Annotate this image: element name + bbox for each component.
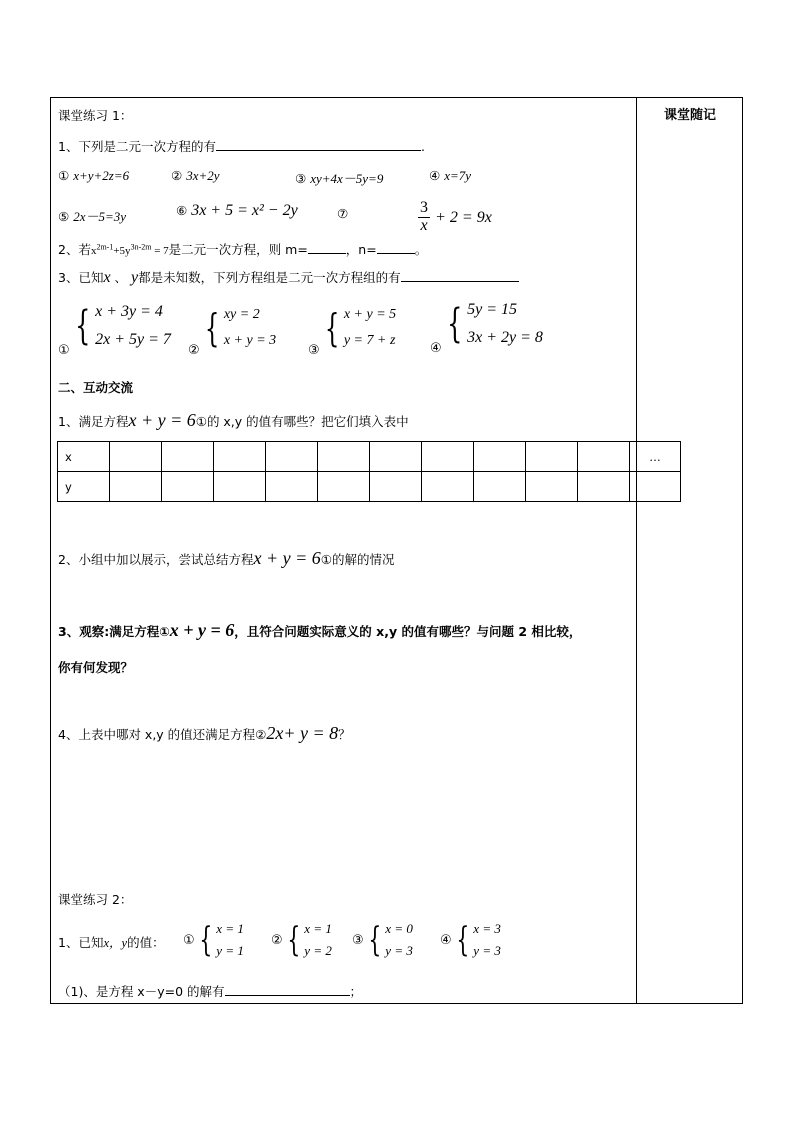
- q1-option-4: ④ x=7y: [429, 168, 472, 183]
- solution-table: [57, 441, 681, 502]
- table-cell[interactable]: [110, 472, 162, 502]
- section2-q1: 1、满足方程x + y = 6①的 x,y 的值有哪些？把它们填入表中: [58, 410, 409, 430]
- left-brace: {: [446, 301, 463, 347]
- table-row-x: [58, 442, 681, 472]
- practice1-title: 课堂练习 1：: [58, 108, 133, 123]
- q1-option-5: ⑤ 2x－5=3y: [58, 209, 127, 224]
- notes-column-title: 课堂随记: [663, 108, 716, 123]
- table-row-y: [58, 472, 681, 502]
- practice2-sub1: （1)、是方程 x－y=0 的解有 ；: [58, 984, 363, 999]
- table-cell[interactable]: [578, 472, 630, 502]
- q1-option-3: ③ xy+4x－5y=9: [295, 171, 384, 186]
- q1-label: 1、下列是二元一次方程的有: [58, 139, 216, 154]
- left-brace: {: [455, 920, 469, 960]
- row-label-y: y: [58, 472, 110, 502]
- q1-option-1: ① x+y+2z=6: [58, 168, 130, 183]
- left-brace: {: [367, 920, 381, 960]
- table-cell[interactable]: [162, 442, 214, 472]
- table-cell[interactable]: [318, 442, 370, 472]
- table-cell[interactable]: [526, 442, 578, 472]
- table-cell[interactable]: [214, 472, 266, 502]
- table-cell[interactable]: [526, 472, 578, 502]
- p2-system-4: ④ { x = 3 y = 3: [440, 920, 501, 960]
- table-cell[interactable]: [318, 472, 370, 502]
- section2-q3: 3、观察:满足方程①x + y = 6，且符合问题实际意义的 x,y 的值有哪些？与问题 2 相比较，: [58, 620, 582, 640]
- table-cell[interactable]: [370, 442, 422, 472]
- practice1-q1: [58, 137, 425, 155]
- table-cell[interactable]: [474, 442, 526, 472]
- q3-system-4: ④ { 5y = 15 3x + 2y = 8: [430, 301, 543, 356]
- practice1-q2: 2、若$x^{2m-1}+5y^{3n-2m} = 7$是二元一次方程，则 m= ，n= 。: [58, 242, 428, 257]
- table-cell[interactable]: [630, 472, 681, 502]
- left-brace: {: [74, 303, 91, 349]
- section2-q2: 2、小组中加以展示，尝试总结方程x + y = 6①的解的情况: [58, 548, 395, 568]
- m-answer-blank[interactable]: [308, 253, 346, 254]
- table-cell[interactable]: [162, 472, 214, 502]
- q3-answer-blank[interactable]: [401, 281, 519, 282]
- row-label-x: x: [58, 442, 110, 472]
- table-cell[interactable]: [422, 442, 474, 472]
- left-brace: {: [324, 306, 340, 350]
- table-cell[interactable]: [370, 472, 422, 502]
- section2-title: 二、互动交流: [58, 380, 134, 395]
- q1-option-7-mark: ⑦: [337, 206, 349, 221]
- q1-option-7: $\frac{3}{x}$ + 2 = 9x: [420, 199, 492, 234]
- table-cell[interactable]: [474, 472, 526, 502]
- practice2-title: 课堂练习 2：: [58, 892, 133, 907]
- q1-option-6: ⑥ 3x + 5 = x² − 2y: [176, 202, 298, 219]
- n-answer-blank[interactable]: [377, 253, 415, 254]
- left-brace: {: [204, 306, 220, 350]
- p2-system-1: ① { x = 1 y = 1: [183, 920, 244, 960]
- column-divider: [636, 97, 637, 1004]
- p2-system-3: ③ { x = 0 y = 3: [352, 920, 413, 960]
- table-cell[interactable]: [266, 472, 318, 502]
- q3-system-3: ③ { x + y = 5 y = 7 + z: [308, 306, 397, 358]
- practice1-q3: 3、已知x 、 y都是未知数，下列方程组是二元一次方程组的有: [58, 268, 519, 287]
- ellipsis-cell: …: [630, 442, 681, 472]
- q3-system-1: ① { x + 3y = 4 2x + 5y = 7: [58, 303, 171, 358]
- q1-answer-blank[interactable]: [216, 150, 421, 151]
- table-cell[interactable]: [110, 442, 162, 472]
- table-cell[interactable]: [214, 442, 266, 472]
- q1-end: .: [420, 139, 425, 154]
- sub1-answer-blank[interactable]: [225, 995, 350, 996]
- left-brace: {: [286, 920, 300, 960]
- fraction: $\frac{3}{x}$: [420, 199, 428, 234]
- left-brace: {: [198, 920, 212, 960]
- section2-q4: 4、上表中哪对 x,y 的值还满足方程②2x+ y = 8？: [58, 723, 351, 743]
- table-cell[interactable]: [422, 472, 474, 502]
- section2-q3-line2: 你有何发现？: [58, 660, 134, 675]
- table-cell[interactable]: [578, 442, 630, 472]
- q3-system-2: ② { xy = 2 x + y = 3: [188, 306, 277, 358]
- practice2-q1-label: 1、已知x，y的值：: [58, 935, 165, 950]
- table-cell[interactable]: [266, 442, 318, 472]
- q1-option-2: ② 3x+2y: [171, 168, 220, 183]
- p2-system-2: ② { x = 1 y = 2: [271, 920, 332, 960]
